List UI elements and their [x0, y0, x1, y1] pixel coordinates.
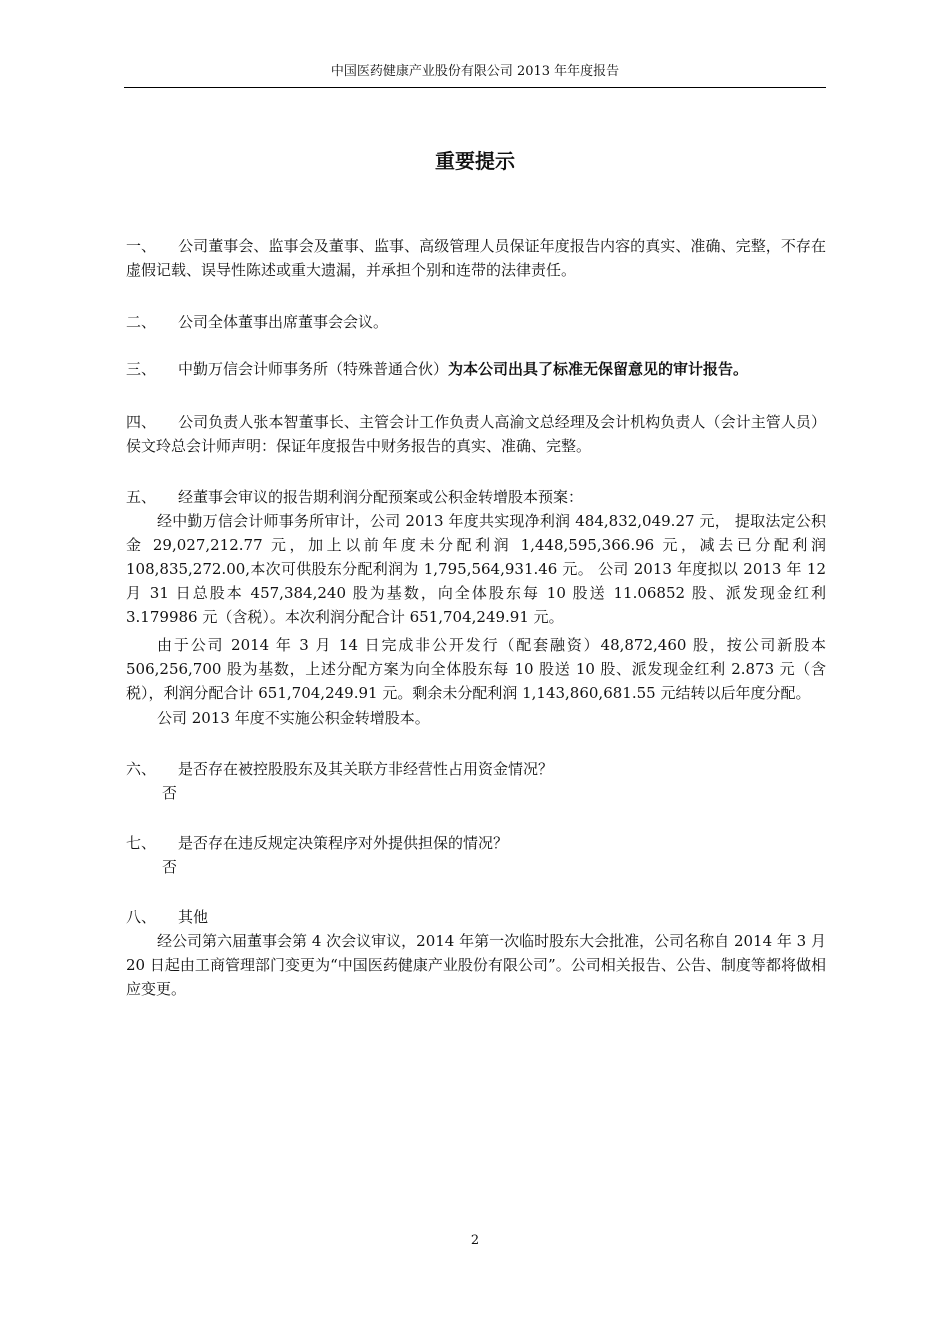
- item-6: [126, 757, 826, 781]
- item-5-paragraph-1: 经中勤万信会计师事务所审计，公司 2013 年度共实现净利润 484,832,049.27 元， 提取法定公积金 29,027,212.77 元，加上以前年度未分配利润 1,448,595,366.96 元，减去已分配利润 108,835,272.00,本次可供股东分配利润为 1,795,564,931.46 元。 公司 2013 年度拟以 2013 年 12 月 31 日总股本 457,384,240 股为基数，向全体股东每 10 股送 11.06852 股、派发现金红利 3.179986 元（含税）。本次利润分配合计 651,704,249.91 元。: [126, 512, 826, 626]
- item-8: [126, 905, 826, 929]
- item-7-number: 七、: [126, 834, 157, 852]
- item-1: [126, 234, 826, 282]
- item-1-text: 公司董事会、监事会及董事、监事、高级管理人员保证年度报告内容的真实、准确、完整，不存在虚假记载、误导性陈述或重大遗漏，并承担个别和连带的法律责任。: [126, 237, 826, 279]
- page-title: 重要提示: [435, 149, 515, 173]
- header-rule: [124, 87, 826, 88]
- item-1-number: 一、: [126, 237, 157, 255]
- item-2-text: 公司全体董事出席董事会会议。: [178, 313, 389, 331]
- item-7: [126, 831, 826, 855]
- item-2: [126, 310, 826, 334]
- item-7-text: 是否存在违反规定决策程序对外提供担保的情况？: [178, 834, 509, 852]
- item-5-paragraph-3: 公司 2013 年度不实施公积金转增股本。: [157, 709, 430, 727]
- item-3: [126, 357, 826, 381]
- item-5-paragraph-2: 由于公司 2014 年 3 月 14 日完成非公开发行（配套融资）48,872,460 股，按公司新股本 506,256,700 股为基数，上述分配方案为向全体股东每 10 股送 10 股、派发现金红利 2.873 元（含税），利润分配合计 651,704,249.91 元。剩余未分配利润 1,143,860,681.55 元结转以后年度分配。: [126, 636, 826, 702]
- item-5-text: 经董事会审议的报告期利润分配预案或公积金转增股本预案：: [178, 488, 584, 506]
- page-number: 2: [470, 1233, 480, 1248]
- item-6-answer: 否: [162, 784, 178, 802]
- running-header: 中国医药健康产业股份有限公司 2013 年年度报告: [330, 64, 620, 79]
- item-4-text: 公司负责人张本智董事长、主管会计工作负责人高渝文总经理及会计机构负责人（会计主管人员）侯文玲总会计师声明：保证年度报告中财务报告的真实、准确、完整。: [126, 413, 826, 455]
- item-3-bold-text: 为本公司出具了标准无保留意见的审计报告。: [448, 360, 749, 378]
- item-5: [126, 485, 826, 509]
- item-7-answer: 否: [162, 858, 178, 876]
- item-2-number: 二、: [126, 313, 157, 331]
- item-3-text: 中勤万信会计师事务所（特殊普通合伙）: [178, 360, 449, 378]
- item-4: [126, 410, 826, 458]
- item-8-paragraph-1: 经公司第六届董事会第 4 次会议审议，2014 年第一次临时股东大会批准，公司名称自 2014 年 3 月 20 日起由工商管理部门变更为“中国医药健康产业股份有限公司”。公司相关报告、公告、制度等都将做相应变更。: [126, 932, 826, 998]
- item-3-number: 三、: [126, 360, 157, 378]
- item-6-text: 是否存在被控股股东及其关联方非经营性占用资金情况？: [178, 760, 554, 778]
- item-8-text: 其他: [178, 908, 209, 926]
- item-6-number: 六、: [126, 760, 157, 778]
- item-8-number: 八、: [126, 908, 157, 926]
- item-5-number: 五、: [126, 488, 157, 506]
- item-4-number: 四、: [126, 413, 157, 431]
